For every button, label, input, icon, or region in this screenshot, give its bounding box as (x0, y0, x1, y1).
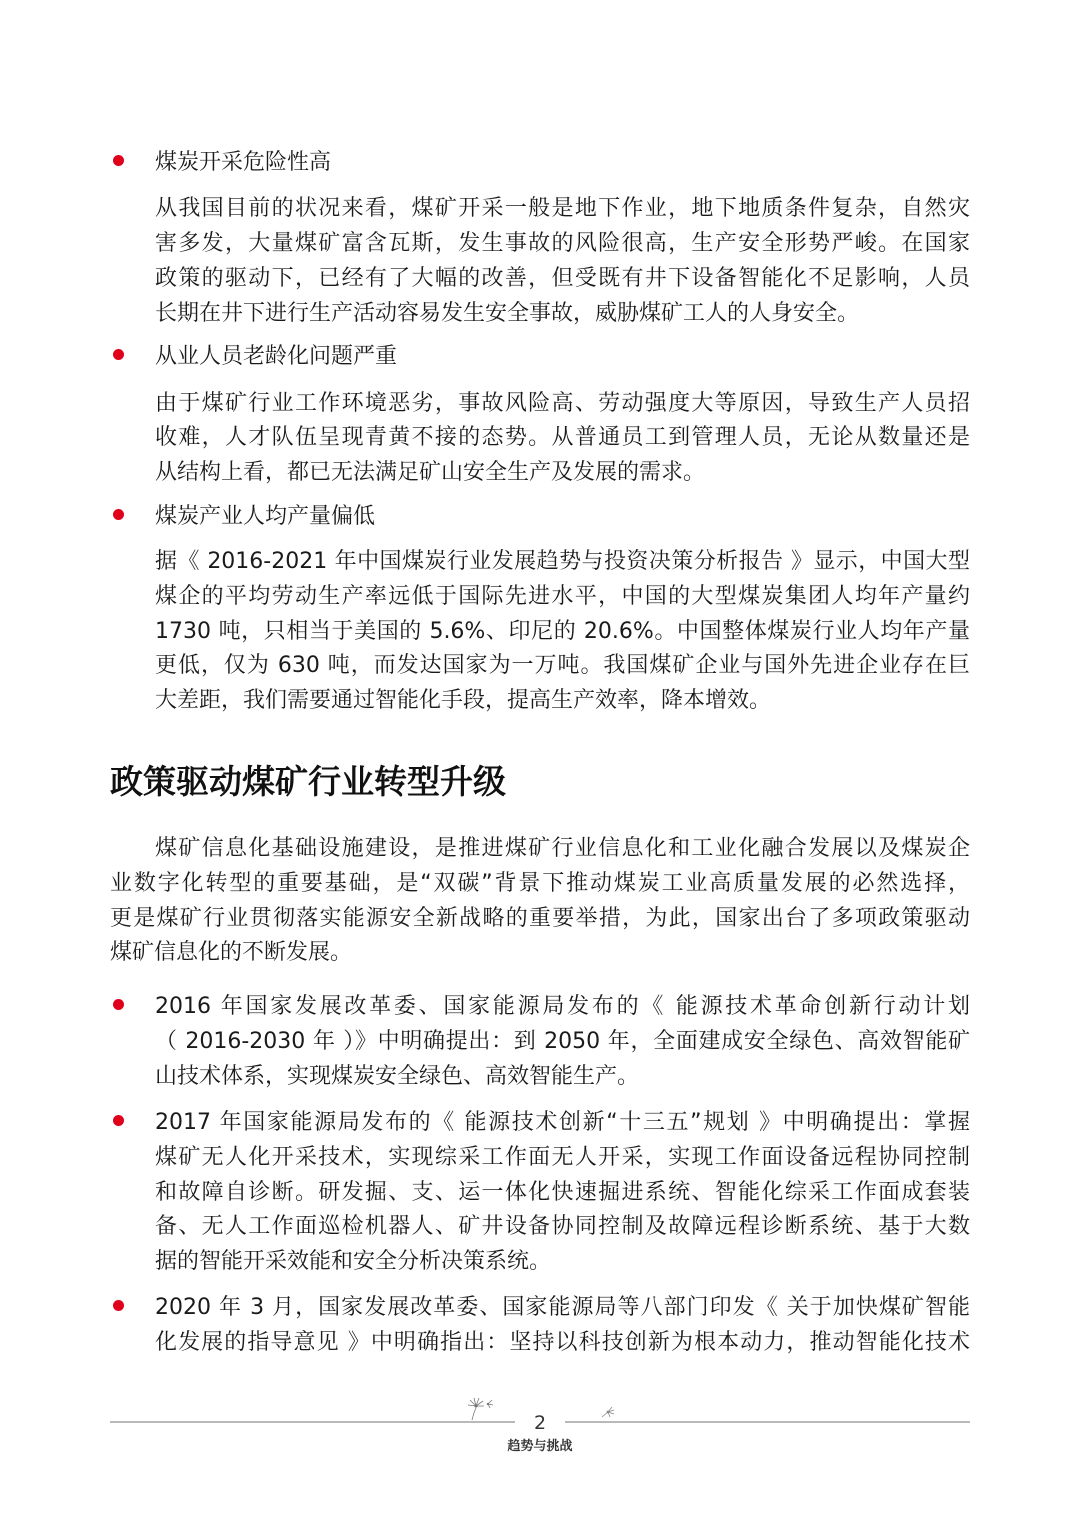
policy-line: （ 2016-2030 年 ）》中明确提出：到 2050 年，全面建成安全绿色、高效智能矿 (155, 1029, 970, 1054)
policy-line: 备、无人工作面巡检机器人、矿井设备协同控制及故障远程诊断系统、基于大数 (155, 1214, 970, 1239)
paragraph-line: 长期在井下进行生产活动容易发生安全事故，威胁煤矿工人的人身安全。 (155, 301, 860, 326)
bullet-dot (113, 1115, 124, 1126)
paragraph-line: 煤矿信息化的不断发展。 (110, 940, 353, 965)
paragraph-line: 据《 2016-2021 年中国煤炭行业发展趋势与投资决策分析报告 》显示，中国大型 (155, 549, 970, 574)
policy-line: 据的智能开采效能和安全分析决策系统。 (155, 1249, 552, 1274)
dandelion-icon (462, 1396, 498, 1422)
paragraph-line: 政策的驱动下，已经有了大幅的改善，但受既有井下设备智能化不足影响，人员 (155, 266, 970, 291)
bullet-dot (113, 349, 124, 360)
paragraph-line: 更低，仅为 630 吨，而发达国家为一万吨。我国煤矿企业与国外先进企业存在巨 (155, 653, 970, 678)
paragraph-line: 从结构上看，都已无法满足矿山安全生产及发展的需求。 (155, 460, 706, 485)
paragraph-line: 煤矿信息化基础设施建设，是推进煤矿行业信息化和工业化融合发展以及煤炭企 (155, 836, 970, 861)
policy-line: 2020 年 3 月，国家发展改革委、国家能源局等八部门印发《 关于加快煤矿智能 (155, 1295, 970, 1320)
bullet-dot (113, 1300, 124, 1311)
footer-rule-left (110, 1421, 515, 1423)
paragraph-line: 更是煤矿行业贯彻落实能源安全新战略的重要举措，为此，国家出台了多项政策驱动 (110, 906, 970, 931)
page-number: 2 (533, 1412, 547, 1434)
policy-line: 和故障自诊断。研发掘、支、运一体化快速掘进系统、智能化综采工作面成套装 (155, 1180, 970, 1205)
bullet-heading: 煤炭产业人均产量偏低 (155, 504, 376, 529)
policy-line: 煤矿无人化开采技术，实现综采工作面无人开采，实现工作面设备远程协同控制 (155, 1145, 970, 1170)
footer-caption: 趋势与挑战 (507, 1439, 573, 1454)
paragraph-line: 由于煤矿行业工作环境恶劣，事故风险高、劳动强度大等原因，导致生产人员招 (155, 391, 970, 416)
paragraph-line: 从我国目前的状况来看，煤矿开采一般是地下作业，地下地质条件复杂，自然灾 (155, 196, 970, 221)
policy-line: 化发展的指导意见 》中明确指出：坚持以科技创新为根本动力，推动智能化技术 (155, 1330, 970, 1355)
paragraph-line: 1730 吨，只相当于美国的 5.6%、印尼的 20.6%。中国整体煤炭行业人均年产量 (155, 619, 970, 644)
seed-icon (598, 1405, 620, 1421)
section-title: 政策驱动煤矿行业转型升级 (110, 762, 506, 801)
paragraph-line: 害多发，大量煤矿富含瓦斯，发生事故的风险很高，生产安全形势严峻。在国家 (155, 231, 970, 256)
bullet-dot (113, 999, 124, 1010)
paragraph-line: 大差距，我们需要通过智能化手段，提高生产效率，降本增效。 (155, 688, 772, 713)
bullet-heading: 煤炭开采危险性高 (155, 150, 332, 175)
policy-line: 山技术体系，实现煤炭安全绿色、高效智能生产。 (155, 1064, 640, 1089)
bullet-dot (113, 509, 124, 520)
bullet-dot (113, 155, 124, 166)
footer-rule-right (565, 1421, 970, 1423)
policy-line: 2016 年国家发展改革委、国家能源局发布的《 能源技术革命创新行动计划 (155, 994, 970, 1019)
paragraph-line: 煤企的平均劳动生产率远低于国际先进水平，中国的大型煤炭集团人均年产量约 (155, 584, 970, 609)
policy-line: 2017 年国家能源局发布的《 能源技术创新“十三五”规划 》中明确提出：掌握 (155, 1110, 970, 1135)
paragraph-line: 业数字化转型的重要基础，是“双碳”背景下推动煤炭工业高质量发展的必然选择， (110, 871, 970, 896)
paragraph-line: 收难，人才队伍呈现青黄不接的态势。从普通员工到管理人员，无论从数量还是 (155, 425, 970, 450)
bullet-heading: 从业人员老龄化问题严重 (155, 344, 398, 369)
